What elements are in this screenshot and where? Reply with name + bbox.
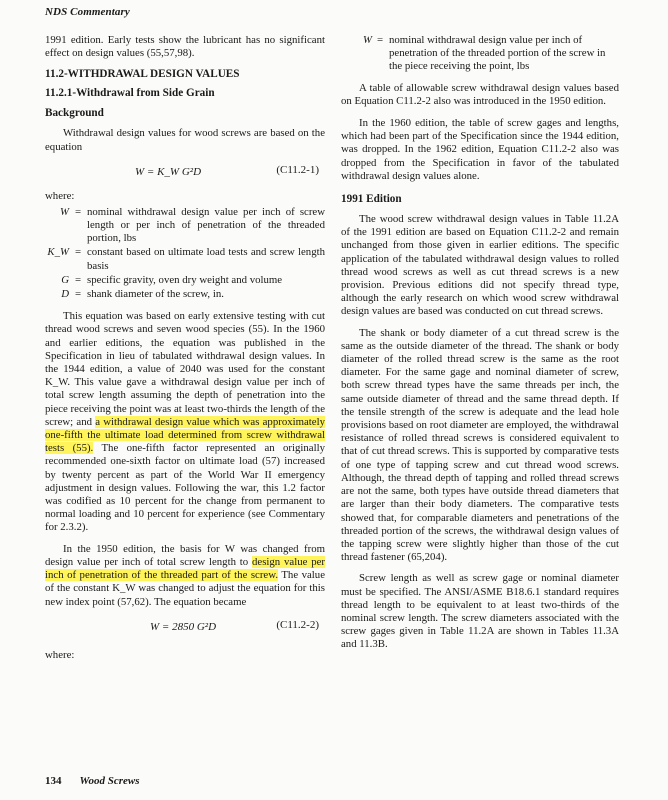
edition-1991-paragraph: The wood screw withdrawal design values in Table 11.2A of the 1991 edition are based on Equation C11.2-2 and remain unchanged from those given in earlier editions. The specific application of the tabulated withdrawal design values to rolled thread wood screws as well as cut thread screws is a new provision. Previous editions did not specify thread type, although the early research on which wood screw withdrawal design values are based was conducted on cut thread screws.	[341, 213, 619, 318]
where-label: where:	[45, 648, 75, 661]
page-footer	[45, 775, 140, 787]
edition-1950-paragraph: In the 1950 edition, the basis for W was changed from design value per inch of total screw length to design value per inch of penetration of the threaded part of the screw. The value of the constant K_W was changed to adjust the equation for this new index point (57,62). The equation became	[45, 542, 325, 608]
right-column	[341, 34, 619, 652]
equation-number: (C11.2-2)	[276, 618, 319, 631]
equation-c11-2-1	[45, 164, 325, 184]
shank-paragraph: The shank or body diameter of a cut thread screw is the same as the outside diameter of the thread. The shank or body diameter of the rolled thread screw is the same as the root diameter. For the same gage and nominal diameter of screw, both screw thread types have the same threads per inch, the same outside diameter of thread and the same thread depth. If the tensile strength of the screw is adequate and the lead hole provisions based on root diameter are employed, the withdrawal resistance of rolled thread screws is considered equivalent to that of cut thread screws. This is supported by comparative tests of one type of tapping screw and cut thread wood screws. Although, the thread depth of tapping and rolled thread screws are not the same, both types have outside thread diameters that are larger than their body diameters. The comparative tests showed that, for comparable diameters and penetrations of the threaded portion of the screws, the withdrawal design values of the tapping screw were slightly higher than those of the cut thread fastener (65,204).	[341, 326, 619, 564]
highlighted-text: a withdrawal design value which was approximately one-fifth the ultimate load determined from screw withdrawal tests (55).	[45, 415, 326, 455]
background-heading: Background	[45, 107, 104, 120]
subsection-heading: 11.2.1-Withdrawal from Side Grain	[45, 87, 215, 100]
equation-formula: W = K_W G²D	[135, 165, 202, 178]
left-column	[45, 34, 325, 661]
running-header: NDS Commentary	[45, 6, 130, 18]
highlighted-text: design value per inch of penetration of the threaded part of the screw.	[45, 555, 325, 582]
edition-1991-heading: 1991 Edition	[341, 193, 402, 206]
equation-number: (C11.2-1)	[276, 163, 319, 176]
definition-item: G = specific gravity, oven dry weight and volume	[61, 273, 283, 286]
definition-item: W = nominal withdrawal design value per inch of screw length or per inch of penetration of the threaded portion, lbs	[60, 205, 325, 245]
equation-c11-2-2	[45, 619, 325, 639]
table-paragraph: A table of allowable screw withdrawal design values based on Equation C11.2-2 also was introduced in the 1950 edition.	[341, 81, 619, 107]
definition-list	[45, 206, 325, 301]
where-label: where:	[45, 189, 75, 202]
definition-item: D = shank diameter of the screw, in.	[61, 288, 224, 301]
equation-formula: W = 2850 G²D	[150, 620, 217, 633]
screw-length-paragraph: Screw length as well as screw gage or nominal diameter must be specified. The ANSI/ASME B18.6.1 standard requires thread length to be equivalent to at least two-thirds of the nominal screw length. The screw diameters associated with the screw gages given in Table 11.2A are shown in Tables 11.3A and 11.3B.	[341, 572, 619, 651]
intro-paragraph: 1991 edition. Early tests show the lubricant has no significant effect on design values (55,57,98).	[45, 34, 325, 60]
footer-title: Wood Screws	[79, 775, 140, 787]
background-paragraph: Withdrawal design values for wood screws are based on the equation	[45, 127, 325, 153]
testing-paragraph: This equation was based on early extensive testing with cut thread wood screws and seven wood species (55). In the 1960 and earlier editions, the equation was published in the Specification in lieu of tabulated withdrawal design values. In the 1944 edition, a value of 2040 was used for the constant K_W. This value gave a withdrawal design value per inch of total screw length assuming the depth of penetration into the piece receiving the point was at least two-thirds the length of the screw; and a withdrawal design value which was approximately one-fifth the ultimate load determined from screw withdrawal tests (55). The one-fifth factor represented an originally recommended one-sixth factor on ultimate load (57) increased by twenty percent as part of the World War II emergency adjustment in design values. Following the war, this 1.2 factor was codified as 10 percent for the change from permanent to normal loading and 10 percent for experience (see Commentary for 2.3.2).	[45, 310, 326, 534]
section-heading: 11.2-WITHDRAWAL DESIGN VALUES	[45, 68, 240, 81]
definition-item: K_W = constant based on ultimate load tests and screw length basis	[47, 246, 325, 272]
definition-item: W = nominal withdrawal design value per inch of penetration of the threaded portion of the screw in the piece receiving the point, lbs	[363, 34, 606, 73]
page-number: 134	[45, 775, 62, 787]
edition-1960-paragraph: In the 1960 edition, the table of screw gages and lengths, which had been part of the Specification since the 1944 edition, was dropped. In the 1962 edition, Equation C11.2-2 also was dropped from the Specification in favor of the tabulated withdrawal design values alone.	[341, 117, 619, 182]
